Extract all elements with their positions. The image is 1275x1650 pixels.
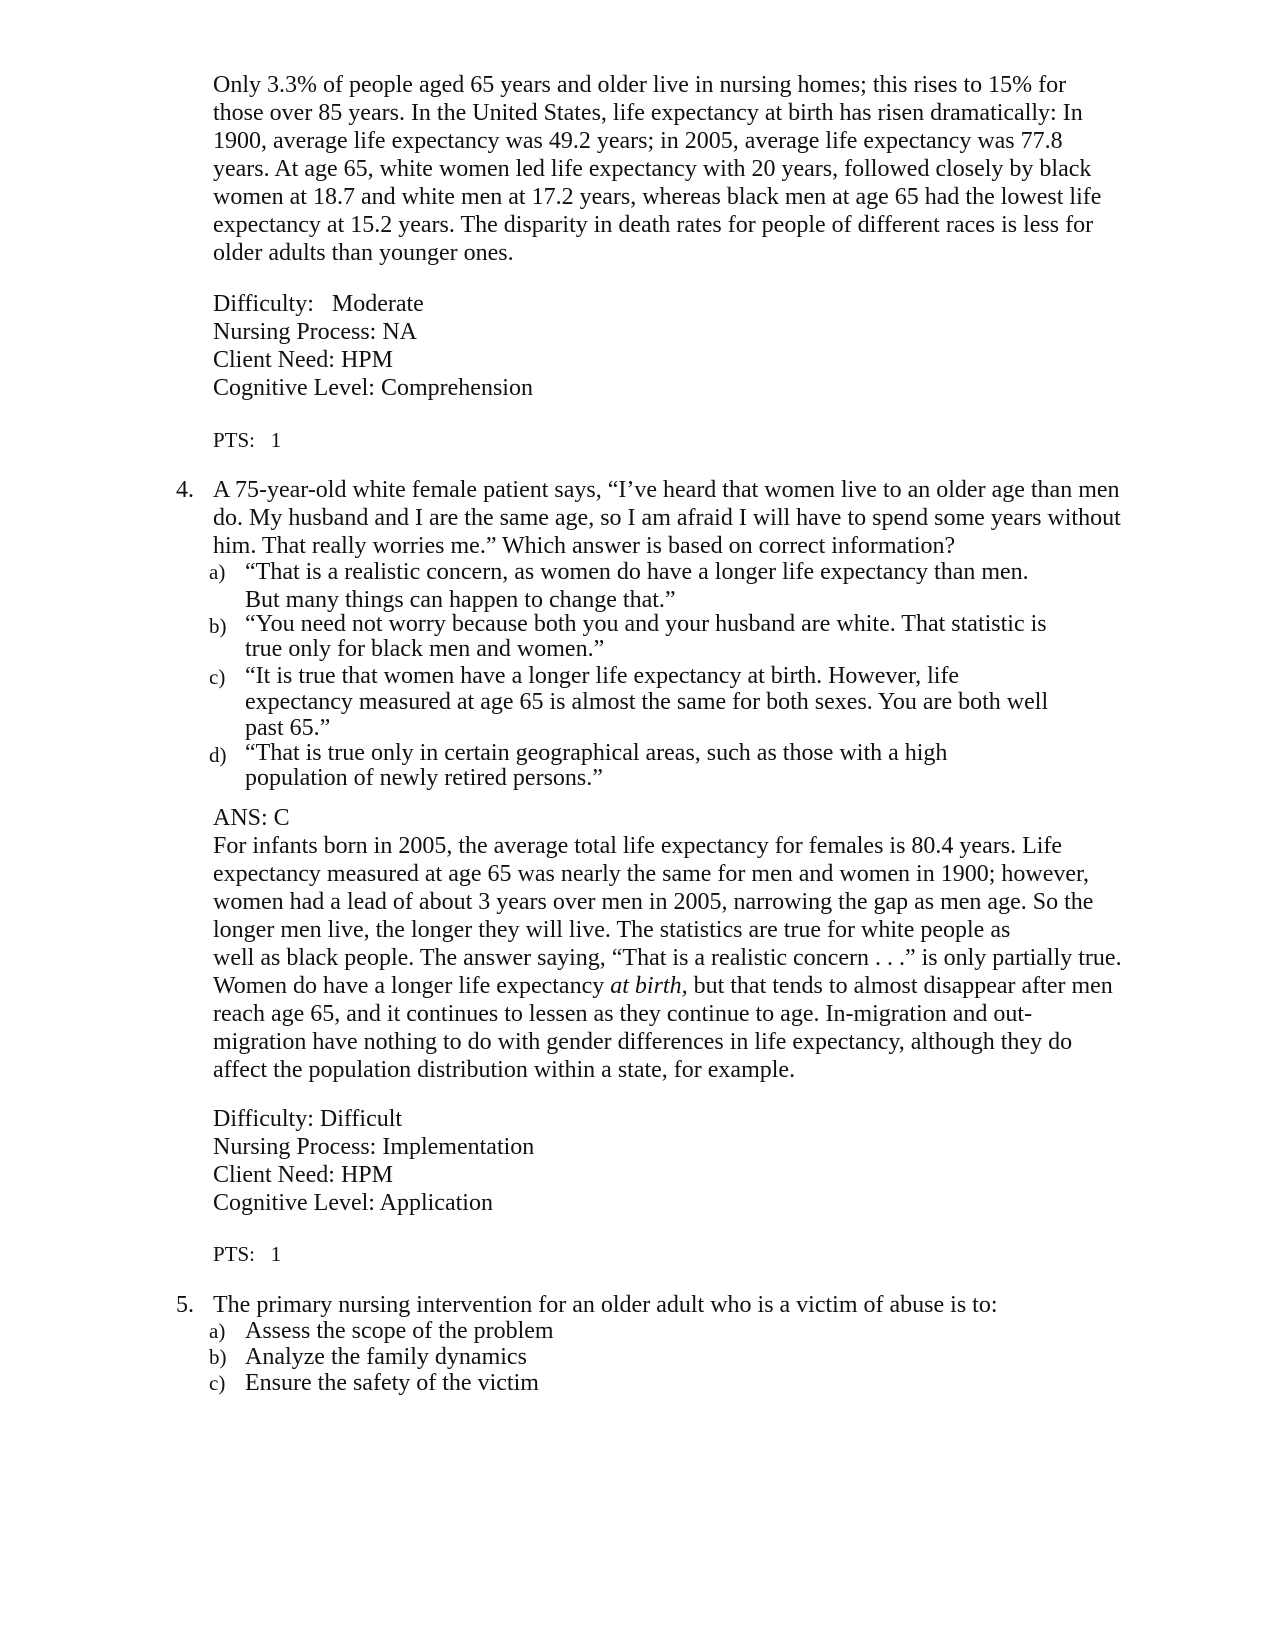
difficulty-label: Difficulty: Difficult xyxy=(213,1106,403,1132)
option-text xyxy=(245,741,947,791)
emphasis-text: at birth, xyxy=(610,973,688,999)
option-letter: c) xyxy=(209,1371,226,1395)
question-number: 5. xyxy=(176,1292,194,1318)
text-line: “It is true that women have a longer life expectancy at birth. However, life xyxy=(245,663,960,689)
text-line: expectancy at 15.2 years. The disparity in death rates for people of different races is less for xyxy=(213,212,1094,238)
intro-paragraph xyxy=(213,71,1173,267)
nursing-process-label: Nursing Process: NA xyxy=(213,319,417,345)
text-line: reach age 65, and it continues to lessen as they continue to age. In-migration and out- xyxy=(213,1001,1033,1027)
answer-key: ANS: C xyxy=(213,805,290,831)
rationale-paragraph xyxy=(213,832,1173,1084)
text-line: migration have nothing to do with gender differences in life expectancy, although they do xyxy=(213,1029,1073,1055)
client-need-label: Client Need: HPM xyxy=(213,347,393,373)
client-need-label: Client Need: HPM xyxy=(213,1162,393,1188)
text-line: “That is true only in certain geographical areas, such as those with a high xyxy=(245,740,948,766)
points-label: PTS: 1 xyxy=(213,1242,282,1266)
text-line: women had a lead of about 3 years over men in 2005, narrowing the gap as men age. So the xyxy=(213,889,1094,915)
question-number: 4. xyxy=(176,477,194,503)
option-text xyxy=(245,663,1048,741)
option-letter: d) xyxy=(209,743,227,767)
text-line: past 65.” xyxy=(245,715,331,741)
option-text: Assess the scope of the problem xyxy=(245,1318,554,1344)
option-text xyxy=(245,612,1047,662)
question-metadata xyxy=(213,290,1173,402)
text-line: For infants born in 2005, the average total life expectancy for females is 80.4 years. Life xyxy=(213,833,1063,859)
cognitive-level-label: Cognitive Level: Comprehension xyxy=(213,375,533,401)
text-line: older adults than younger ones. xyxy=(213,240,514,266)
text-line: true only for black men and women.” xyxy=(245,636,605,662)
option-letter: a) xyxy=(209,1319,226,1343)
text-line: women at 18.7 and white men at 17.2 years, whereas black men at age 65 had the lowest life xyxy=(213,184,1102,210)
difficulty-label: Difficulty: Moderate xyxy=(213,291,424,317)
option-letter: b) xyxy=(209,614,227,638)
text-line xyxy=(213,972,1173,1000)
text-line: 1900, average life expectancy was 49.2 years; in 2005, average life expectancy was 77.8 xyxy=(213,128,1063,154)
text-line: longer men live, the longer they will live. The statistics are true for white people as xyxy=(213,917,1011,943)
text-line: population of newly retired persons.” xyxy=(245,765,603,791)
text-line: do. My husband and I are the same age, so I am afraid I will have to spend some years without xyxy=(213,505,1121,531)
option-text xyxy=(245,558,1029,614)
text-line: “You need not worry because both you and your husband are white. That statistic is xyxy=(245,611,1047,637)
text-line: But many things can happen to change that.” xyxy=(245,587,676,613)
text-line: “That is a realistic concern, as women do have a longer life expectancy than men. xyxy=(245,559,1029,585)
question-stem: The primary nursing intervention for an older adult who is a victim of abuse is to: xyxy=(213,1292,998,1318)
option-text: Ensure the safety of the victim xyxy=(245,1370,539,1396)
question-metadata xyxy=(213,1105,1173,1217)
text-segment: Women do have a longer life expectancy xyxy=(213,973,611,999)
option-letter: b) xyxy=(209,1345,227,1369)
text-line: A 75-year-old white female patient says, “I’ve heard that women live to an older age than men xyxy=(213,477,1120,503)
text-line: affect the population distribution within a state, for example. xyxy=(213,1057,796,1083)
text-line: Only 3.3% of people aged 65 years and older live in nursing homes; this rises to 15% for xyxy=(213,72,1067,98)
option-text: Analyze the family dynamics xyxy=(245,1344,527,1370)
points-label: PTS: 1 xyxy=(213,428,282,452)
text-line: expectancy measured at age 65 is almost the same for both sexes. You are both well xyxy=(245,689,1049,715)
text-line: those over 85 years. In the United States, life expectancy at birth has risen dramatically: In xyxy=(213,100,1083,126)
cognitive-level-label: Cognitive Level: Application xyxy=(213,1190,493,1216)
text-line: well as black people. The answer saying, “That is a realistic concern . . .” is only partially true. xyxy=(213,945,1122,971)
nursing-process-label: Nursing Process: Implementation xyxy=(213,1134,535,1160)
question-stem xyxy=(213,476,1173,560)
text-line: him. That really worries me.” Which answer is based on correct information? xyxy=(213,533,956,559)
text-segment: but that tends to almost disappear after men xyxy=(687,973,1113,999)
text-line: years. At age 65, white women led life expectancy with 20 years, followed closely by black xyxy=(213,156,1092,182)
option-letter: c) xyxy=(209,665,226,689)
text-line: expectancy measured at age 65 was nearly the same for men and women in 1900; however, xyxy=(213,861,1090,887)
option-letter: a) xyxy=(209,560,226,584)
